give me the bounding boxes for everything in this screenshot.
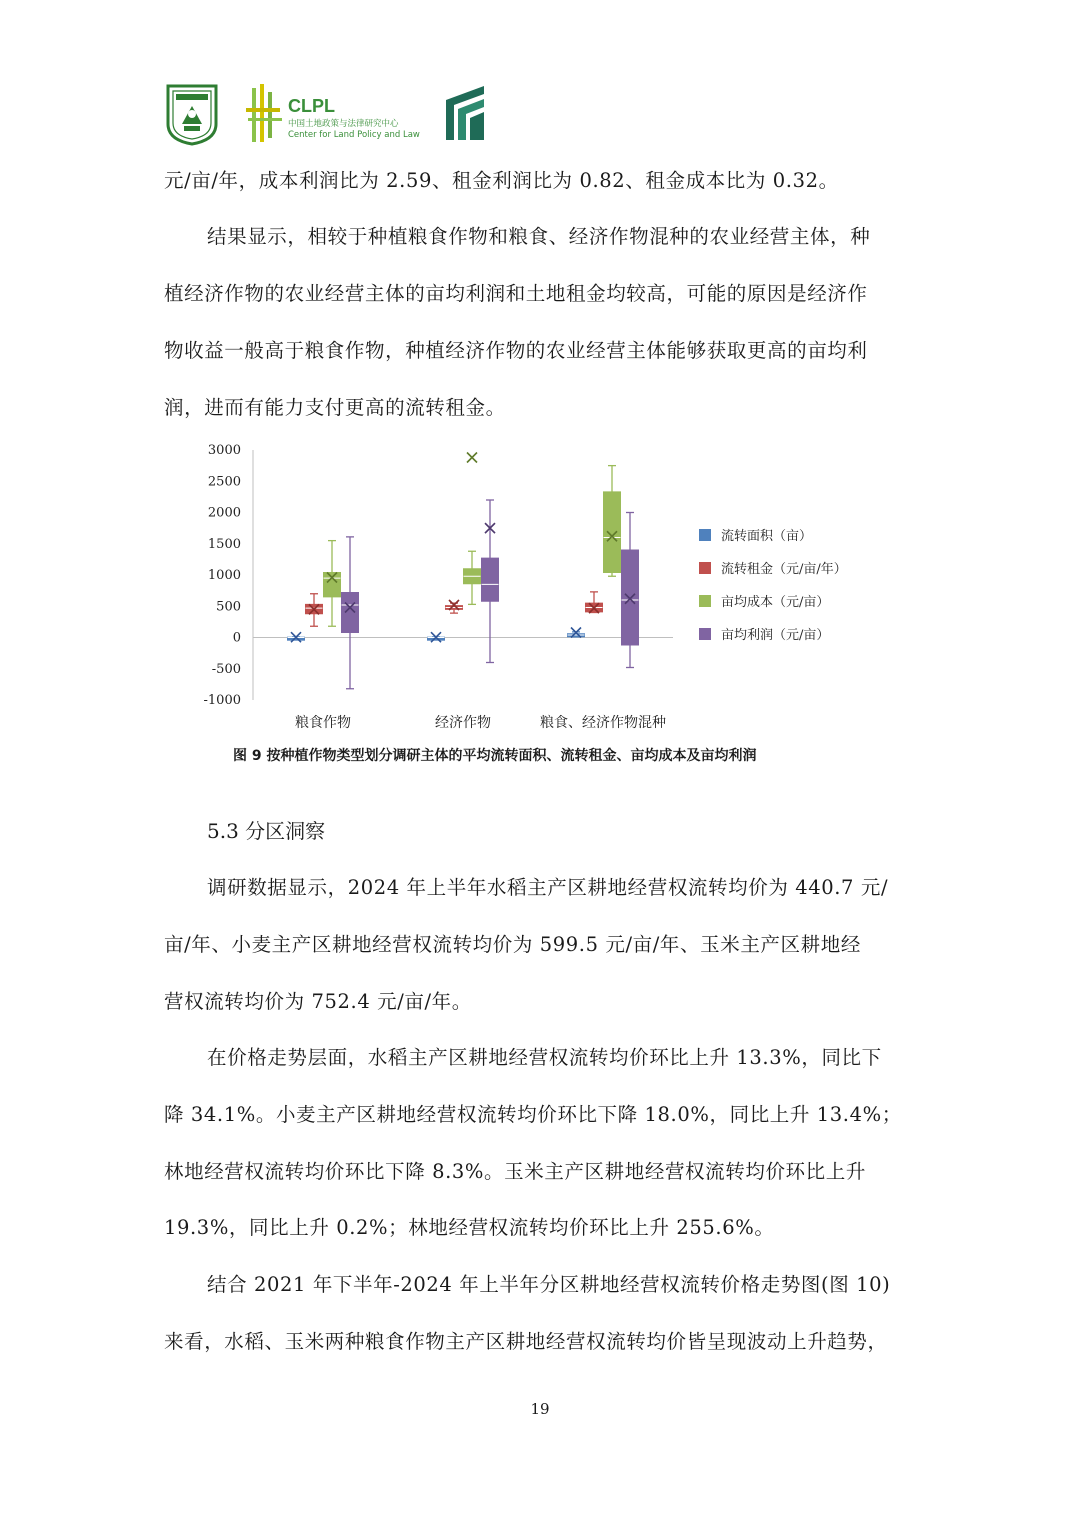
clpl-subtitle-en: Center for Land Policy and Law	[288, 130, 420, 140]
legend-label: 亩均利润（元/亩）	[721, 628, 830, 643]
category-label: 粮食作物	[295, 715, 351, 731]
y-tick-label: -1000	[203, 693, 241, 708]
section-heading: 5.3 分区洞察	[207, 819, 326, 843]
box-plot-chart	[195, 440, 885, 740]
box-rect	[604, 492, 621, 573]
y-axis-ticks	[204, 443, 241, 708]
clpl-title: CLPL	[288, 96, 335, 116]
text-line: 物收益一般高于粮食作物，种植经济作物的农业经营主体能够获取更高的亩均利	[164, 339, 868, 362]
box-rect	[342, 593, 359, 633]
legend-swatch	[699, 628, 711, 640]
y-tick-label: 2500	[207, 474, 241, 490]
mean-marker	[467, 453, 477, 463]
box-series	[288, 453, 639, 689]
text-line: 润，进而有能力支付更高的流转租金。	[164, 396, 506, 419]
text-line: 调研数据显示，2024 年上半年水稻主产区耕地经营权流转均价为 440.7 元/	[207, 876, 889, 899]
y-tick-label: 500	[216, 599, 241, 615]
legend-label: 流转租金（元/亩/年）	[721, 562, 847, 577]
text-line: 林地经营权流转均价环比下降 8.3%。玉米主产区耕地经营权流转均价环比上升	[164, 1160, 866, 1183]
y-tick-label: 0	[232, 630, 241, 646]
legend	[699, 528, 847, 643]
text-line: 结合 2021 年下半年-2024 年上半年分区耕地经营权流转价格走势图(图 10)	[207, 1273, 891, 1296]
box-rect	[324, 573, 341, 597]
y-tick-label: 1000	[207, 568, 241, 583]
legend-label: 流转面积（亩）	[721, 529, 813, 544]
legend-swatch	[699, 595, 711, 607]
text-line: 植经济作物的农业经营主体的亩均利润和土地租金均较高，可能的原因是经济作	[164, 282, 868, 305]
legend-label: 亩均成本（元/亩）	[721, 595, 830, 610]
text-line: 结果显示，相较于种植粮食作物和粮食、经济作物混种的农业经营主体，种	[207, 225, 871, 248]
y-tick-label: -500	[211, 661, 241, 677]
y-tick-label: 2000	[207, 505, 241, 521]
page-number: 19	[530, 1400, 550, 1418]
clpl-logo	[246, 82, 426, 146]
legend-swatch	[699, 562, 711, 574]
text-line: 在价格走势层面，水稻主产区耕地经营权流转均价环比上升 13.3%，同比下	[207, 1046, 882, 1069]
category-labels	[295, 714, 666, 731]
text-line: 降 34.1%。小麦主产区耕地经营权流转均价环比下降 18.0%，同比上升 13.4%；	[164, 1103, 902, 1126]
text-line: 营权流转均价为 752.4 元/亩/年。	[164, 990, 472, 1013]
text-line: 19.3%，同比上升 0.2%；林地经营权流转均价环比上升 255.6%。	[164, 1216, 775, 1239]
clpl-subtitle-cn: 中国土地政策与法律研究中心	[288, 119, 399, 129]
text-line: 元/亩/年，成本利润比为 2.59、租金利润比为 0.82、租金成本比为 0.32。	[164, 169, 839, 192]
category-label: 经济作物	[435, 715, 491, 731]
figure-caption: 图 9 按种植作物类型划分调研主体的平均流转面积、流转租金、亩均成本及亩均利润	[233, 748, 757, 764]
legend-swatch	[699, 529, 711, 541]
box-rect	[622, 550, 639, 645]
y-tick-label: 1500	[207, 536, 241, 552]
text-line: 来看，水稻、玉米两种粮食作物主产区耕地经营权流转均价皆呈现波动上升趋势，	[164, 1330, 888, 1353]
y-tick-label: 3000	[207, 443, 241, 458]
arch-logo	[444, 84, 490, 142]
text-line: 亩/年、小麦主产区耕地经营权流转均价为 599.5 元/亩/年、玉米主产区耕地经	[164, 933, 861, 956]
university-seal-logo	[164, 84, 220, 146]
category-label: 粮食、经济作物混种	[540, 715, 666, 731]
box-rect	[482, 558, 499, 601]
